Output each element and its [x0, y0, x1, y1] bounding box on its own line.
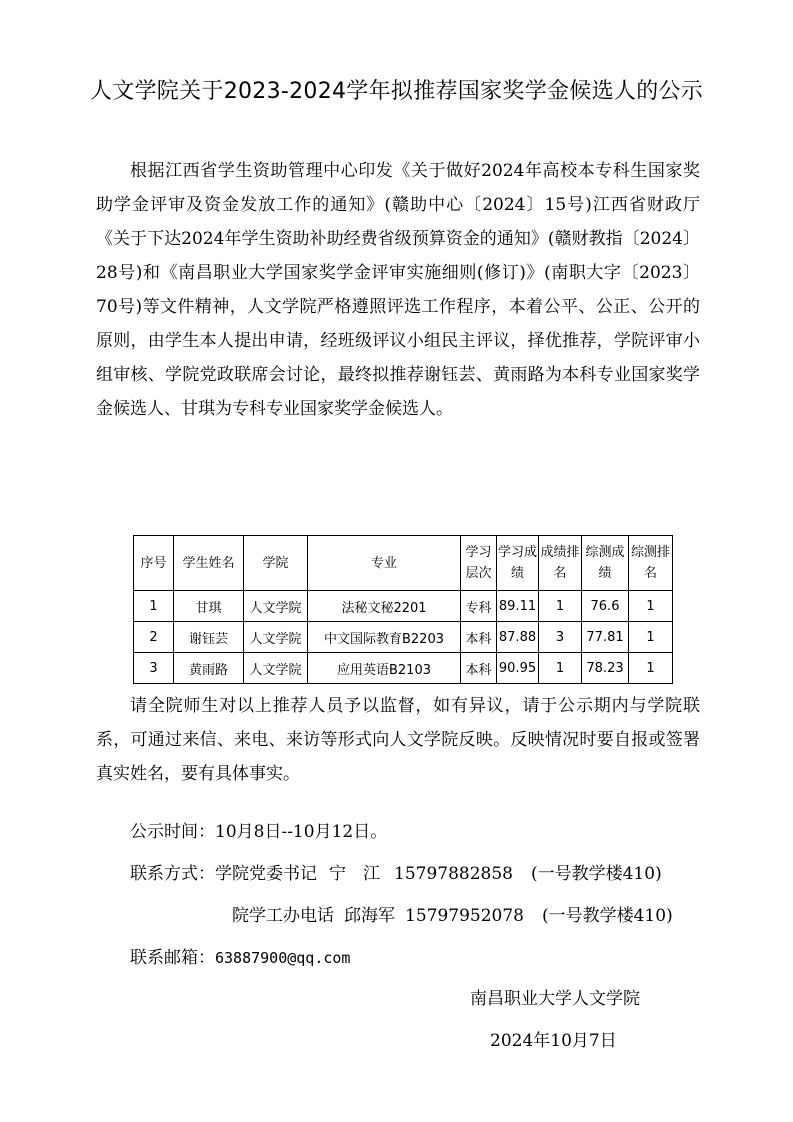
contact-location: (一号教学楼410) [530, 864, 662, 884]
table-cell: 黄雨路 [174, 653, 244, 684]
contact-location: (一号教学楼410) [541, 906, 673, 926]
table-cell: 3 [539, 622, 582, 653]
table-cell: 谢钰芸 [174, 622, 244, 653]
table-cell: 78.23 [582, 653, 629, 684]
email-line [130, 941, 350, 975]
email-label: 联系邮箱： [130, 948, 215, 968]
table-cell: 90.95 [497, 653, 539, 684]
table-row [134, 622, 673, 653]
contact-role: 学院党委书记 [215, 864, 317, 884]
table-cell: 87.88 [497, 622, 539, 653]
table-cell: 77.81 [582, 622, 629, 653]
table-cell: 法秘文秘2201 [308, 591, 461, 622]
supervision-paragraph: 请全院师生对以上推荐人员予以监督，如有异议，请于公示期内与学院联系，可通过来信、来电、来访等形式向人文学院反映。反映情况时要自报或签署真实姓名，要有具体事实。 [96, 696, 700, 784]
table-cell: 1 [539, 591, 582, 622]
table-row [134, 591, 673, 622]
header-cell: 学院 [244, 536, 308, 591]
table-cell: 1 [629, 622, 673, 653]
table-cell: 人文学院 [244, 591, 308, 622]
table-cell: 中文国际教育B2203 [308, 622, 461, 653]
contact-role: 院学工办电话 [232, 906, 334, 926]
header-cell: 学习成绩 [497, 536, 539, 591]
table-cell: 1 [134, 591, 174, 622]
table-cell: 1 [629, 653, 673, 684]
table-cell: 1 [629, 591, 673, 622]
supervision-block [96, 689, 700, 791]
header-cell: 成绩排名 [539, 536, 582, 591]
header-cell: 综测成绩 [582, 536, 629, 591]
candidate-table [133, 535, 673, 684]
table-cell: 2 [134, 622, 174, 653]
table-cell: 应用英语B2103 [308, 653, 461, 684]
contact-label: 联系方式： [130, 864, 215, 884]
signature-org: 南昌职业大学人文学院 [470, 989, 640, 1009]
header-cell: 学生姓名 [174, 536, 244, 591]
table-cell: 76.6 [582, 591, 629, 622]
period-line [130, 815, 387, 849]
table-cell: 本科 [461, 622, 497, 653]
email-value: 63887900@qq.com [215, 949, 351, 967]
table-header-row [134, 536, 673, 591]
notice-title: 人文学院关于2023-2024学年拟推荐国家奖学金候选人的公示 [89, 79, 704, 104]
intro-block [96, 154, 700, 426]
header-cell: 专业 [308, 536, 461, 591]
table-cell: 人文学院 [244, 653, 308, 684]
header-cell: 学习层次 [461, 536, 497, 591]
contact-name: 宁 江 [329, 864, 380, 884]
table-cell: 人文学院 [244, 622, 308, 653]
contact-name: 邱海军 [344, 906, 395, 926]
table-cell: 甘琪 [174, 591, 244, 622]
table-cell: 1 [539, 653, 582, 684]
contact-line-1 [130, 857, 662, 891]
table-cell: 专科 [461, 591, 497, 622]
table-cell: 本科 [461, 653, 497, 684]
header-cell: 序号 [134, 536, 174, 591]
table-cell: 3 [134, 653, 174, 684]
period-label: 公示时间： [130, 822, 215, 842]
contact-line-2 [232, 899, 673, 933]
contact-phone: 15797952078 [405, 906, 524, 926]
header-cell: 综测排名 [629, 536, 673, 591]
signature-date: 2024年10月7日 [490, 1031, 617, 1051]
table-row [134, 653, 673, 684]
contact-phone: 15797882858 [394, 864, 513, 884]
table-cell: 89.11 [497, 591, 539, 622]
period-value: 10月8日--10月12日。 [215, 822, 388, 842]
intro-paragraph: 根据江西省学生资助管理中心印发《关于做好2024年高校本专科生国家奖助学金评审及资金发放工作的通知》(赣助中心〔2024〕15号)江西省财政厅《关于下达2024年学生资助补助经费省级预算资金的通知》(赣财教指〔2024〕28号)和《南昌职业大学国家奖学金评审实施细则(修订)》(南职大字〔2023〕70号)等文件精神，人文学院严格遵照评选工作程序，本着公平、公正、公开的原则，由学生本人提出申请，经班级评议小组民主评议，择优推荐，学院评审小组审核、学院党政联席会讨论，最终拟推荐谢钰芸、黄雨路为本科专业国家奖学金候选人、甘琪为专科专业国家奖学金候选人。 [96, 161, 700, 419]
